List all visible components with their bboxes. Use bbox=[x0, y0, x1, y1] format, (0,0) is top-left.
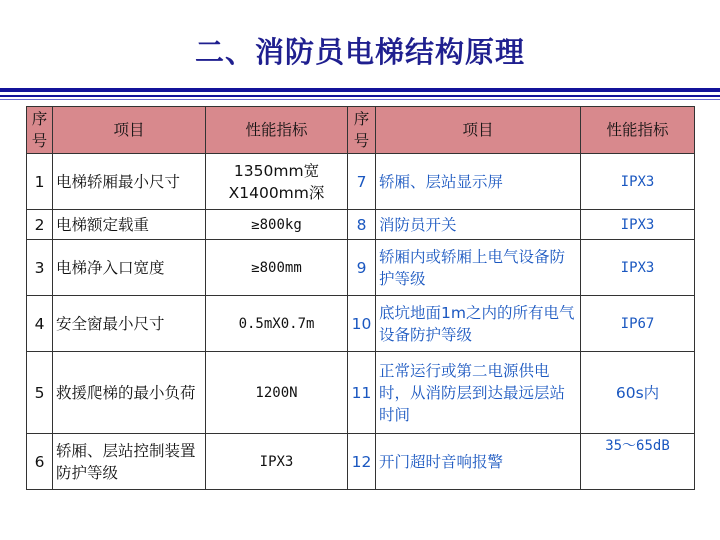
table-row bbox=[27, 352, 695, 434]
spec-value: IPX3 bbox=[581, 240, 695, 296]
row-number: 8 bbox=[348, 210, 376, 240]
spec-value: 35～65dB bbox=[581, 434, 695, 490]
item-name: 电梯轿厢最小尺寸 bbox=[53, 154, 206, 210]
item-name: 救援爬梯的最小负荷 bbox=[53, 352, 206, 434]
title-rule-thin bbox=[0, 99, 720, 100]
header-seq-left: 序号 bbox=[27, 107, 53, 154]
table-row bbox=[27, 240, 695, 296]
table-row bbox=[27, 154, 695, 210]
page-title: 二、消防员电梯结构原理 bbox=[194, 35, 525, 69]
row-number: 7 bbox=[348, 154, 376, 210]
row-number: 3 bbox=[27, 240, 53, 296]
header-seq-right: 序号 bbox=[348, 107, 376, 154]
row-number: 11 bbox=[348, 352, 376, 434]
table-row bbox=[27, 434, 695, 490]
item-name: 底坑地面1m之内的所有电气设备防护等级 bbox=[376, 296, 581, 352]
item-name: 开门超时音响报警 bbox=[376, 434, 581, 490]
row-number: 9 bbox=[348, 240, 376, 296]
spec-value: IPX3 bbox=[206, 434, 348, 490]
table-row bbox=[27, 296, 695, 352]
spec-value: 0.5mX0.7m bbox=[206, 296, 348, 352]
spec-value: 60s内 bbox=[581, 352, 695, 434]
row-number: 6 bbox=[27, 434, 53, 490]
spec-value: ≥800kg bbox=[206, 210, 348, 240]
spec-table bbox=[26, 106, 695, 490]
spec-value: IPX3 bbox=[581, 210, 695, 240]
item-name: 电梯额定载重 bbox=[53, 210, 206, 240]
title-rule-thick bbox=[0, 88, 720, 92]
spec-value: IPX3 bbox=[581, 154, 695, 210]
table-header-row bbox=[27, 107, 695, 154]
item-name: 轿厢、层站控制装置防护等级 bbox=[53, 434, 206, 490]
item-name: 正常运行或第二电源供电时，从消防层到达最远层站时间 bbox=[376, 352, 581, 434]
spec-value-line2: X1400mm深 bbox=[228, 183, 325, 202]
row-number: 4 bbox=[27, 296, 53, 352]
item-name: 电梯净入口宽度 bbox=[53, 240, 206, 296]
row-number: 5 bbox=[27, 352, 53, 434]
header-item-left: 项目 bbox=[53, 107, 206, 154]
item-name: 消防员开关 bbox=[376, 210, 581, 240]
spec-value: 1200N bbox=[206, 352, 348, 434]
item-name: 轿厢内或轿厢上电气设备防护等级 bbox=[376, 240, 581, 296]
row-number: 2 bbox=[27, 210, 53, 240]
spec-value bbox=[206, 154, 348, 210]
spec-value: ≥800mm bbox=[206, 240, 348, 296]
spec-value: IP67 bbox=[581, 296, 695, 352]
header-spec-right: 性能指标 bbox=[581, 107, 695, 154]
row-number: 1 bbox=[27, 154, 53, 210]
item-name: 轿厢、层站显示屏 bbox=[376, 154, 581, 210]
table-row bbox=[27, 210, 695, 240]
row-number: 10 bbox=[348, 296, 376, 352]
title-rule-medium bbox=[0, 95, 720, 97]
item-name: 安全窗最小尺寸 bbox=[53, 296, 206, 352]
row-number: 12 bbox=[348, 434, 376, 490]
header-spec-left: 性能指标 bbox=[206, 107, 348, 154]
header-item-right: 项目 bbox=[376, 107, 581, 154]
spec-value-line1: 1350mm宽 bbox=[233, 161, 320, 180]
